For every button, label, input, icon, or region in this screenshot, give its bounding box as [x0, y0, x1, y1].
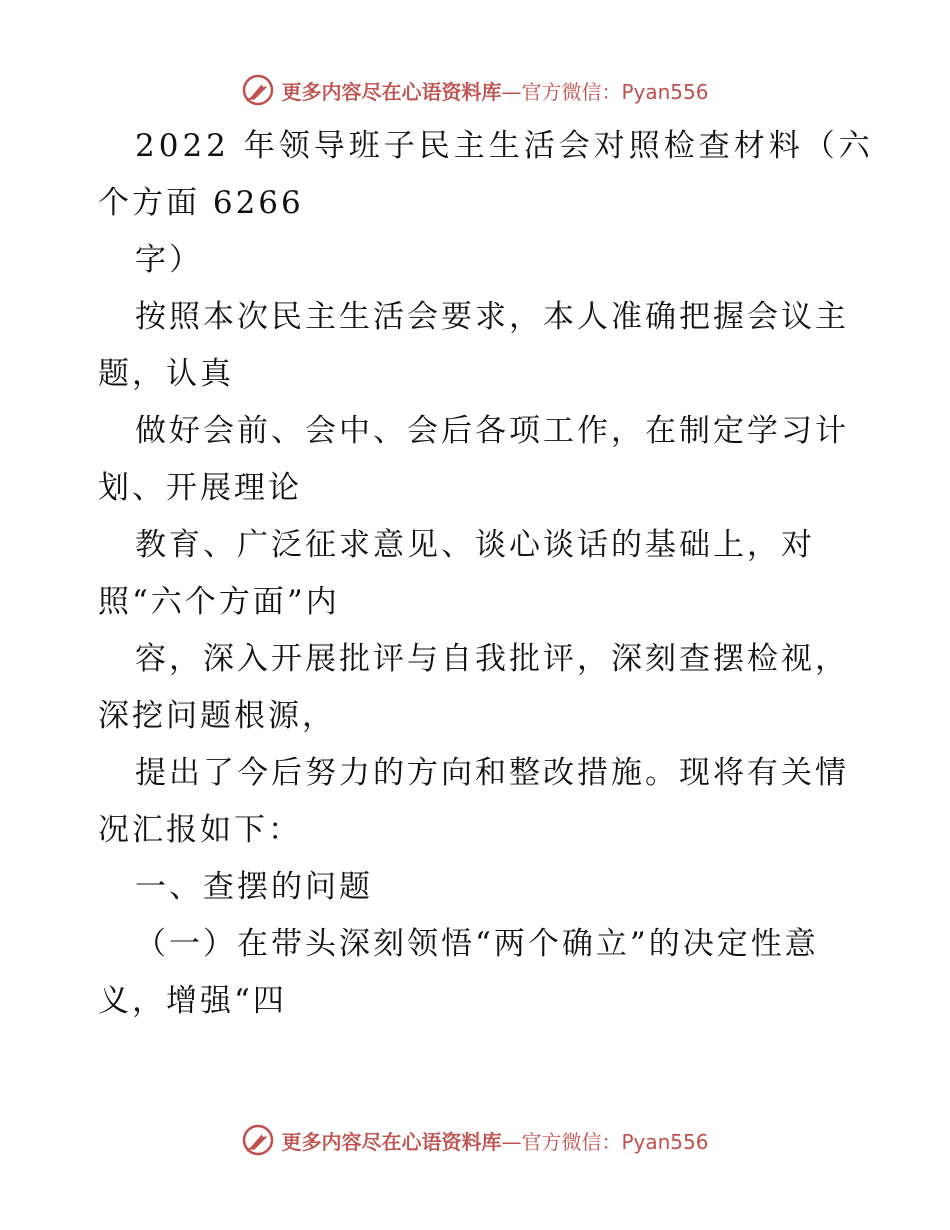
banner-separator: —	[501, 79, 522, 104]
text-line: 容，深入开展批评与自我批评，深刻查摆检视，	[135, 641, 849, 677]
banner-wechat: 官方微信：Pyan556	[521, 79, 709, 104]
pen-nib-logo-icon	[241, 1123, 275, 1157]
text-line: 题，认真	[98, 356, 234, 392]
text-line: 义，增强“四	[98, 983, 287, 1019]
text-line: 提出了今后努力的方向和整改措施。现将有关情	[135, 755, 849, 791]
text-line: 字）	[135, 242, 203, 278]
text-line: 教育、广泛征求意见、谈心谈话的基础上，对	[135, 527, 815, 563]
text-line: （一）在带头深刻领悟“两个确立”的决定性意	[135, 926, 819, 962]
text-line: 深挖问题根源，	[98, 698, 336, 734]
text-line: 照“六个方面”内	[98, 584, 340, 620]
text-line: 况汇报如下：	[98, 812, 302, 848]
document-body	[98, 118, 874, 1030]
text-line: 划、开展理论	[98, 470, 302, 506]
header-banner	[0, 70, 950, 110]
text-line: 个方面 6266	[98, 185, 304, 221]
text-line: 2022 年领导班子民主生活会对照检查材料（六	[135, 128, 874, 164]
footer-banner	[0, 1120, 950, 1160]
text-line: 一、查摆的问题	[135, 869, 373, 905]
text-line: 做好会前、会中、会后各项工作，在制定学习计	[135, 413, 849, 449]
text-line: 按照本次民主生活会要求，本人准确把握会议主	[135, 299, 849, 335]
banner-wechat: 官方微信：Pyan556	[521, 1129, 709, 1154]
banner-separator: —	[501, 1129, 522, 1154]
banner-title: 更多内容尽在心语资料库	[281, 1129, 502, 1154]
pen-nib-logo-icon	[241, 73, 275, 107]
banner-title: 更多内容尽在心语资料库	[281, 79, 502, 104]
